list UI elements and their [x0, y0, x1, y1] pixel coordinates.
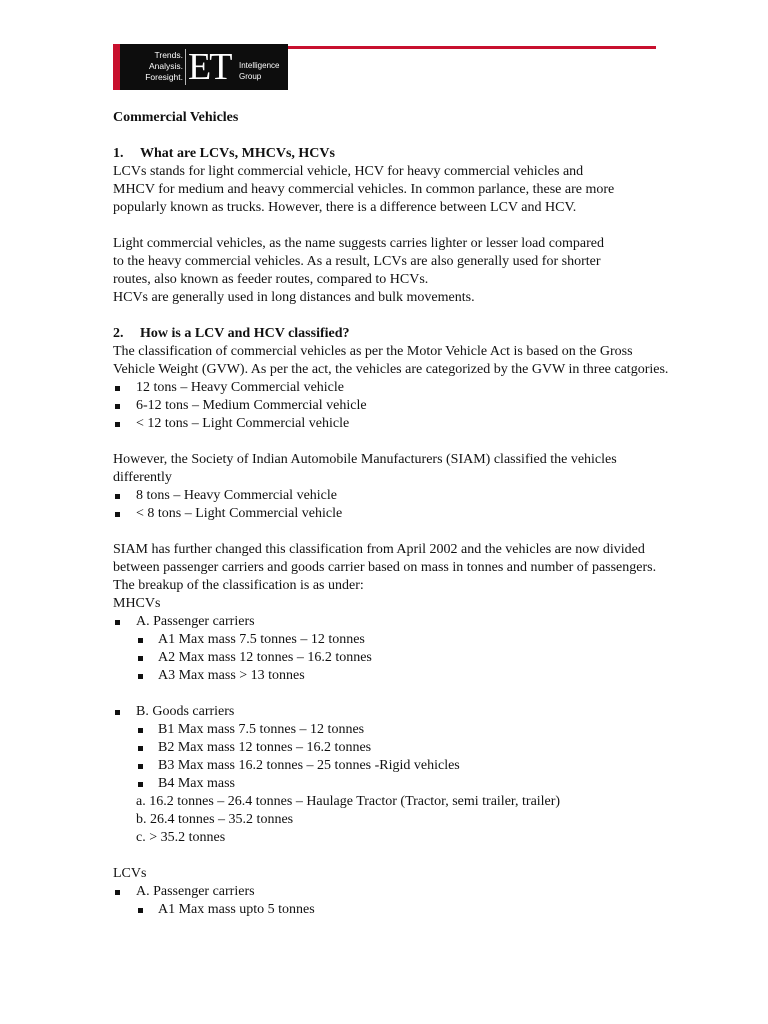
- logo-tagline-line: Foresight.: [145, 72, 183, 82]
- lcv-label: LCVs: [113, 866, 147, 881]
- document-header: [113, 44, 656, 90]
- list-item: 8 tons – Heavy Commercial vehicle: [113, 487, 683, 505]
- list-item: A. Passenger carriers: [113, 883, 683, 901]
- lcv-passenger-sublist: [113, 901, 683, 919]
- logo-tagline-line: Analysis.: [148, 61, 183, 71]
- paragraph-line: differently: [113, 470, 172, 485]
- list-item: A1 Max mass 7.5 tonnes – 12 tonnes: [113, 631, 683, 649]
- paragraph-line: MHCV for medium and heavy commercial vehicles. In common parlance, these are more: [113, 182, 615, 197]
- heading-number: 2.: [113, 326, 124, 341]
- document-title: Commercial Vehicles: [113, 110, 239, 125]
- sub-item: c. > 35.2 tonnes: [136, 830, 226, 845]
- list-item: 6-12 tons – Medium Commercial vehicle: [113, 397, 683, 415]
- list-item: < 12 tons – Light Commercial vehicle: [113, 415, 683, 433]
- mhcv-goods-list: [113, 703, 683, 721]
- list-item: A1 Max mass upto 5 tonnes: [113, 901, 683, 919]
- list-item: B1 Max mass 7.5 tonnes – 12 tonnes: [113, 721, 683, 739]
- logo-group-name: [239, 60, 279, 82]
- sub-item: b. 26.4 tonnes – 35.2 tonnes: [136, 812, 294, 827]
- section-heading-1: [113, 145, 683, 163]
- et-intelligence-logo: [113, 44, 288, 90]
- paragraph-line: Vehicle Weight (GVW). As per the act, the vehicles are categorized by the GVW in three catgories.: [113, 362, 669, 377]
- list-item: B4 Max mass: [113, 775, 683, 793]
- paragraph-line: SIAM has further changed this classification from April 2002 and the vehicles are now divided: [113, 542, 645, 557]
- paragraph-line: However, the Society of Indian Automobile Manufacturers (SIAM) classified the vehicles: [113, 452, 617, 467]
- paragraph-line: The classification of commercial vehicles as per the Motor Vehicle Act is based on the Gross: [113, 344, 633, 359]
- list-item: 12 tons – Heavy Commercial vehicle: [113, 379, 683, 397]
- paragraph-line: HCVs are generally used in long distances and bulk movements.: [113, 290, 475, 305]
- mhcv-goods-sublist: [113, 721, 683, 793]
- mhcv-passenger-list: [113, 613, 683, 631]
- paragraph-line: between passenger carriers and goods carrier based on mass in tonnes and number of passengers.: [113, 560, 657, 575]
- list-item: B2 Max mass 12 tonnes – 16.2 tonnes: [113, 739, 683, 757]
- document-body: [113, 109, 683, 919]
- lcv-passenger-list: [113, 883, 683, 901]
- list-item: < 8 tons – Light Commercial vehicle: [113, 505, 683, 523]
- paragraph-line: Light commercial vehicles, as the name suggests carries lighter or lesser load compared: [113, 236, 604, 251]
- paragraph-line: to the heavy commercial vehicles. As a result, LCVs are also generally used for shorter: [113, 254, 601, 269]
- logo-group-line: Intelligence: [239, 61, 280, 70]
- list-item: A. Passenger carriers: [113, 613, 683, 631]
- heading-text: What are LCVs, MHCVs, HCVs: [140, 146, 335, 161]
- list-item: B. Goods carriers: [113, 703, 683, 721]
- siam-category-list: [113, 487, 683, 523]
- paragraph-line: popularly known as trucks. However, there is a difference between LCV and HCV.: [113, 200, 577, 215]
- logo-mark: ET: [188, 46, 231, 88]
- paragraph-line: LCVs stands for light commercial vehicle, HCV for heavy commercial vehicles and: [113, 164, 584, 179]
- list-item: A2 Max mass 12 tonnes – 16.2 tonnes: [113, 649, 683, 667]
- sub-item: a. 16.2 tonnes – 26.4 tonnes – Haulage Tractor (Tractor, semi trailer, trailer): [136, 794, 561, 809]
- list-item: B3 Max mass 16.2 tonnes – 25 tonnes -Rigid vehicles: [113, 757, 683, 775]
- paragraph-line: routes, also known as feeder routes, compared to HCVs.: [113, 272, 429, 287]
- section-heading-2: [113, 325, 683, 343]
- logo-tagline-line: Trends.: [154, 50, 183, 60]
- paragraph-line: The breakup of the classification is as under:: [113, 578, 364, 593]
- logo-group-line: Group: [239, 72, 262, 81]
- mhcv-label: MHCVs: [113, 596, 161, 611]
- logo-divider: [185, 49, 186, 85]
- heading-text: How is a LCV and HCV classified?: [140, 326, 350, 341]
- gvw-category-list: [113, 379, 683, 433]
- heading-number: 1.: [113, 146, 124, 161]
- list-item: A3 Max mass > 13 tonnes: [113, 667, 683, 685]
- header-rule: [288, 46, 656, 49]
- mhcv-passenger-sublist: [113, 631, 683, 685]
- logo-accent-bar: [113, 44, 120, 90]
- logo-tagline: [123, 50, 183, 83]
